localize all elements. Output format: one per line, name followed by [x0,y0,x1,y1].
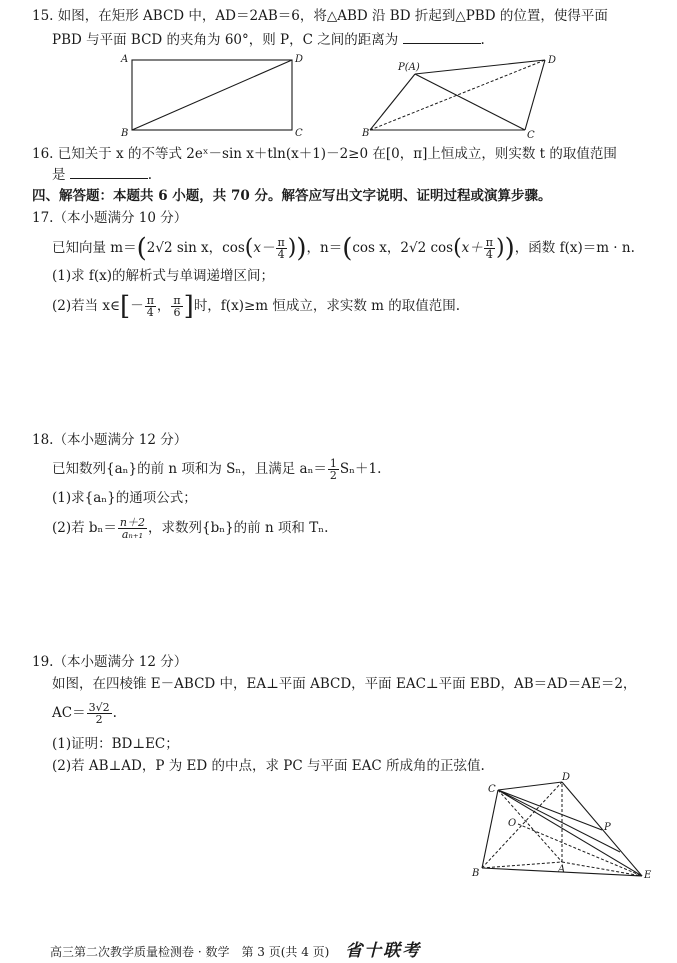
label-p: P(A) [398,62,420,73]
frac-den: 4 [485,248,493,261]
label-b2: B [362,128,370,139]
label-b: B [472,868,480,879]
pi-over-4 [276,237,287,260]
bracket-close: ] [183,291,194,322]
frac-num: π [173,294,181,307]
paren-close: ) [496,235,505,261]
q19-part1: (1)证明：BD⊥EC； [52,736,179,752]
q15-line2 [52,30,485,50]
frac-den: 2 [329,469,337,482]
q18-part1: (1)求{aₙ}的通项公式； [52,490,197,506]
edge-ce [498,790,642,876]
paren-open: ( [136,233,147,264]
b-n-fraction [118,517,147,540]
q17-part2 [52,292,460,320]
frac-den: 4 [146,306,154,319]
q18-part2 [52,514,328,542]
label-c2: C [527,130,535,141]
edge-cb [482,790,498,868]
q17-n-inner: cos x，2√2 cos [352,240,454,256]
label-d2: D [548,55,557,66]
label-a: A [558,864,566,875]
label-d: D [295,54,304,65]
q19-heading: 19.（本小题满分 12 分） [32,654,188,670]
footer-text: 高三第二次教学质量检测卷 · 数学 第 3 页(共 4 页) [50,945,330,959]
q17-vec-n-intro: ，n＝ [306,240,343,256]
frac-num: n＋2 [119,516,145,529]
diagonal-bd [132,60,292,130]
label-b: B [121,128,129,139]
q17-function-def: ，函数 f(x)＝m · n. [514,240,635,256]
q18-given [52,456,381,482]
edge-pb [370,74,415,130]
edge-ce2 [498,790,620,852]
label-a: A [121,54,129,65]
q16-line2 [52,165,152,185]
q16-answer-blank [70,166,148,179]
frac-den: 2 [95,713,103,726]
paren-open: ( [453,235,462,261]
footer-logo-stamp: 省十联考 [345,941,422,961]
three-root2-over-2 [87,702,112,725]
q16-line2-end: . [147,167,153,183]
edge-ba-dashed [482,862,562,868]
edge-bd-dashed [370,60,545,130]
q19-line2-end: . [112,705,117,721]
q17-n-arg: x＋ [461,240,483,256]
q15-line1: 15. 如图，在矩形 ABCD 中，AD＝2AB＝6，将△ABD 沿 BD 折起到△PBD 的位置，使得平面 [32,8,608,24]
pi-over-4 [484,237,495,260]
bracket-open: [ [120,291,131,322]
paren-close: ) [296,233,307,264]
label-d: D [562,772,571,783]
q18-heading: 18.（本小题满分 12 分） [32,432,188,448]
label-c: C [295,128,303,139]
frac-den: aₙ₊₁ [121,528,144,541]
section4-heading: 四、解答题：本题共 6 小题，共 70 分。解答应写出文字说明、证明过程或演算步骤。 [32,188,552,204]
q15-answer-blank [403,31,481,44]
label-o: O [508,818,517,829]
q18-given-text: 已知数列{aₙ}的前 n 项和为 Sₙ，且满足 aₙ＝ [52,461,327,477]
label-e: E [644,870,652,881]
paren-open: ( [244,235,254,261]
q17-heading: 17.（本小题满分 10 分） [32,210,188,226]
q19-line2 [52,698,117,728]
frac-num: π [277,236,285,249]
one-half [328,458,339,481]
q19-part2: (2)若 AB⊥AD，P 为 ED 的中点，求 PC 与平面 EAC 所成角的正弦值. [52,758,485,774]
q18-part2-intro: (2)若 bₙ＝ [52,520,117,536]
q19-line1: 如图，在四棱锥 E－ABCD 中，EA⊥平面 ABCD，平面 EAC⊥平面 EBD，AB＝AD＝AE＝2， [52,676,637,692]
q17-vec-intro: 已知向量 m＝ [52,240,137,256]
comma: ， [156,298,171,314]
q17-vectors [52,234,635,262]
label-p: P [604,822,611,833]
frac-num: 3√2 [88,701,110,714]
minus-sign: － [130,298,144,314]
frac-num: π [146,294,154,307]
q17-m-arg: x－ [253,240,275,256]
paren-close: ) [287,235,297,261]
frac-num: π [485,236,494,249]
paren-open: ( [342,233,353,264]
q19-pyramid-figure [470,772,660,882]
edge-cd [498,782,562,790]
label-c: C [488,784,496,795]
edge-pd [415,60,545,74]
q18-given-end: Sₙ＋1. [339,461,382,477]
frac-num: 1 [329,457,337,470]
frac-den: 6 [173,306,181,319]
q19-ac-label: AC＝ [52,705,86,721]
q17-m-inner: 2√2 sin x，cos [146,240,245,256]
q15-line2-text: PBD 与平面 BCD 的夹角为 60°，则 P，C 之间的距离为 [52,32,399,48]
pi-over-4 [145,295,156,318]
q15-rectangle-figure [118,52,308,142]
q17-part2-rest: 时，f(x)≥m 恒成立，求实数 m 的取值范围. [193,298,461,314]
q18-part2-rest: ，求数列{bₙ}的前 n 项和 Tₙ. [148,520,329,536]
paren-close: ) [504,233,515,264]
q16-line2-text: 是 [52,167,66,183]
edge-pc [415,74,525,130]
q16-line1: 16. 已知关于 x 的不等式 2eˣ－sin x＋tln(x＋1)－2≥0 在[0，π]上恒成立，则实数 t 的取值范围 [32,146,617,162]
pi-over-6 [171,295,182,318]
q17-part2-intro: (2)若当 x∈ [52,298,121,314]
frac-den: 4 [277,248,285,261]
q15-line2-end: . [480,32,485,48]
edge-dc [525,60,545,130]
q17-part1: (1)求 f(x)的解析式与单调递增区间； [52,268,275,284]
page-footer [50,936,421,961]
q15-folded-figure [360,52,560,142]
